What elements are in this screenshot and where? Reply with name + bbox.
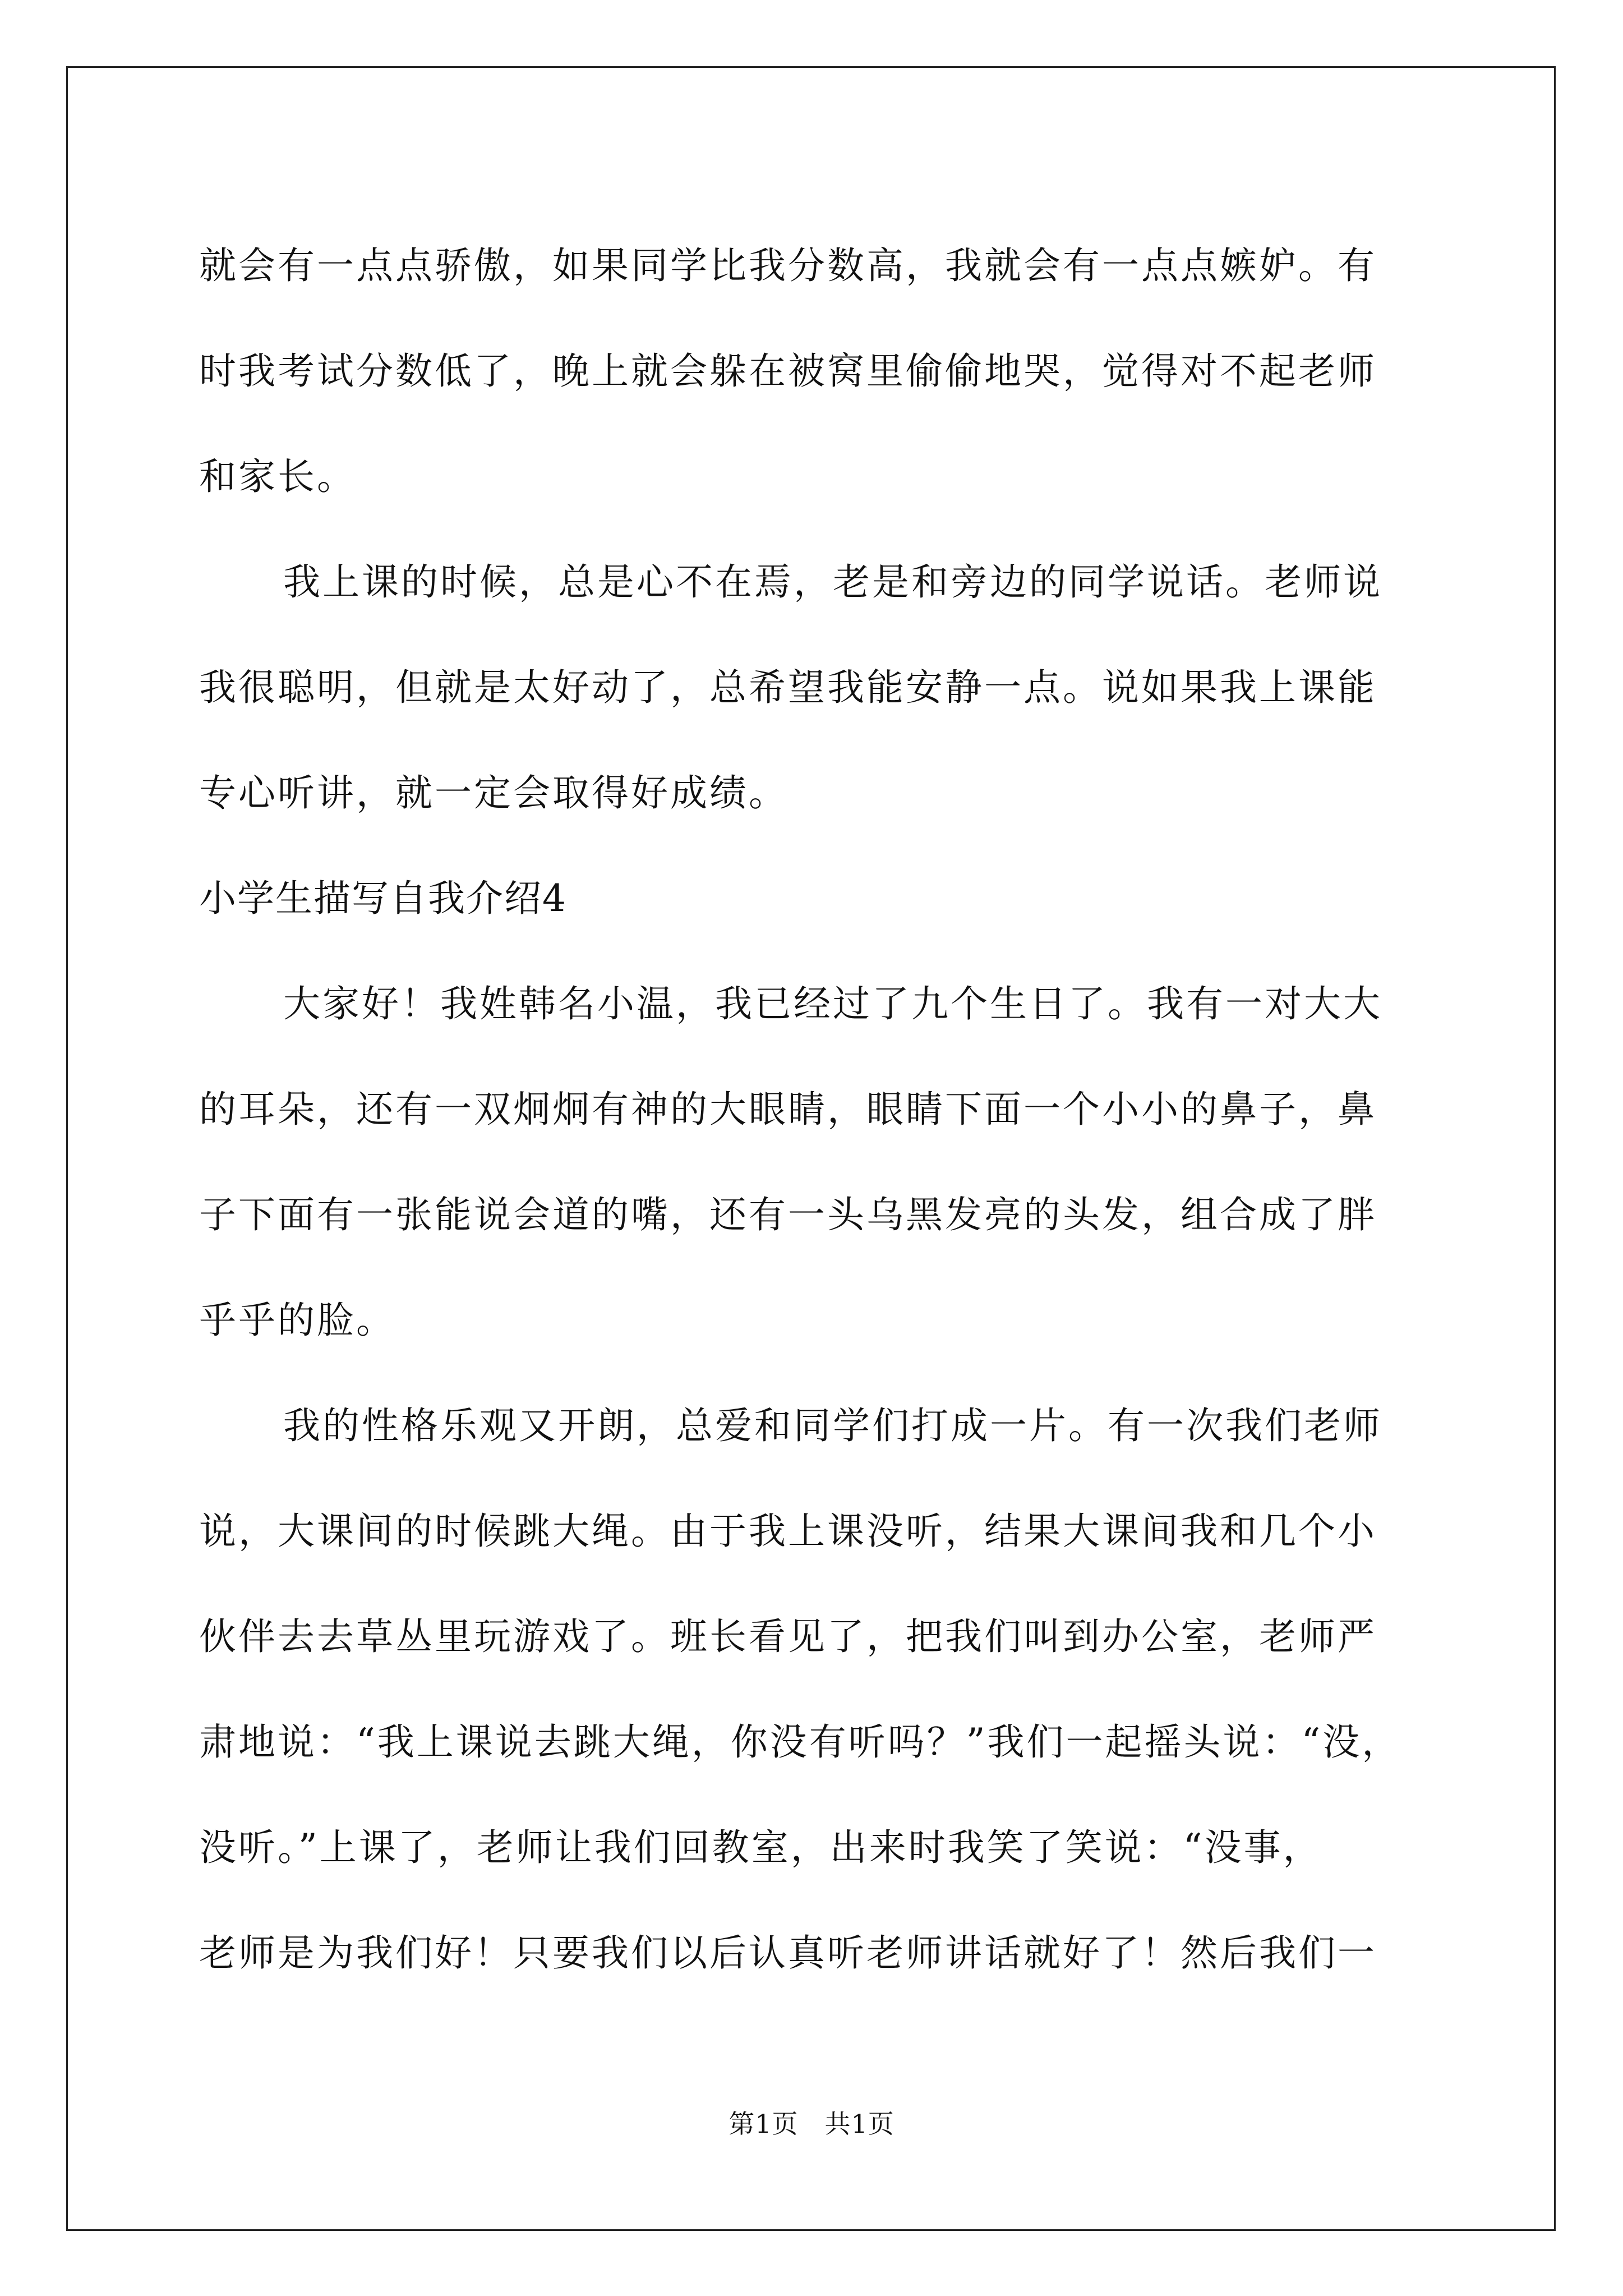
paragraph-first-line: 我的性格乐观又开朗，总爱和同学们打成一片。有一次我们老师 — [283, 1404, 1382, 1447]
text-line: 时我考试分数低了，晚上就会躲在被窝里偷偷地哭，觉得对不起老师 — [199, 349, 1377, 393]
paragraph-first-line: 大家好！我姓韩名小温，我已经过了九个生日了。我有一对大大 — [283, 982, 1382, 1025]
text-line: 我很聪明，但就是太好动了，总希望我能安静一点。说如果我上课能 — [199, 666, 1377, 709]
text-line: 和家长。 — [199, 455, 356, 498]
text-line: 伙伴去去草丛里玩游戏了。班长看见了，把我们叫到办公室，老师严 — [199, 1615, 1377, 1658]
text-line: 子下面有一张能说会道的嘴，还有一头乌黑发亮的头发，组合成了胖 — [199, 1193, 1377, 1236]
text-line: 老师是为我们好！只要我们以后认真听老师讲话就好了！然后我们一 — [199, 1931, 1377, 1975]
text-line: 没听。”上课了，老师让我们回教室，出来时我笑了笑说：“没事， — [199, 1826, 1322, 1869]
text-line: 的耳朵，还有一双炯炯有神的大眼睛，眼睛下面一个小小的鼻子，鼻 — [199, 1088, 1377, 1131]
text-line: 说，大课间的时候跳大绳。由于我上课没听，结果大课间我和几个小 — [199, 1510, 1377, 1553]
text-line: 乎乎的脸。 — [199, 1299, 395, 1342]
page-number-footer: 第1页 共1页 — [728, 2109, 895, 2139]
text-line: 专心听讲，就一定会取得好成绩。 — [199, 771, 788, 815]
section-heading: 小学生描写自我介绍4 — [199, 877, 567, 920]
document-body — [199, 213, 1433, 2006]
paragraph-first-line: 我上课的时候，总是心不在焉，老是和旁边的同学说话。老师说 — [283, 560, 1382, 604]
text-line: 肃地说：“我上课说去跳大绳，你没有听吗？”我们一起摇头说：“没， — [199, 1720, 1401, 1764]
text-line: 就会有一点点骄傲，如果同学比我分数高，我就会有一点点嫉妒。有 — [199, 244, 1377, 287]
